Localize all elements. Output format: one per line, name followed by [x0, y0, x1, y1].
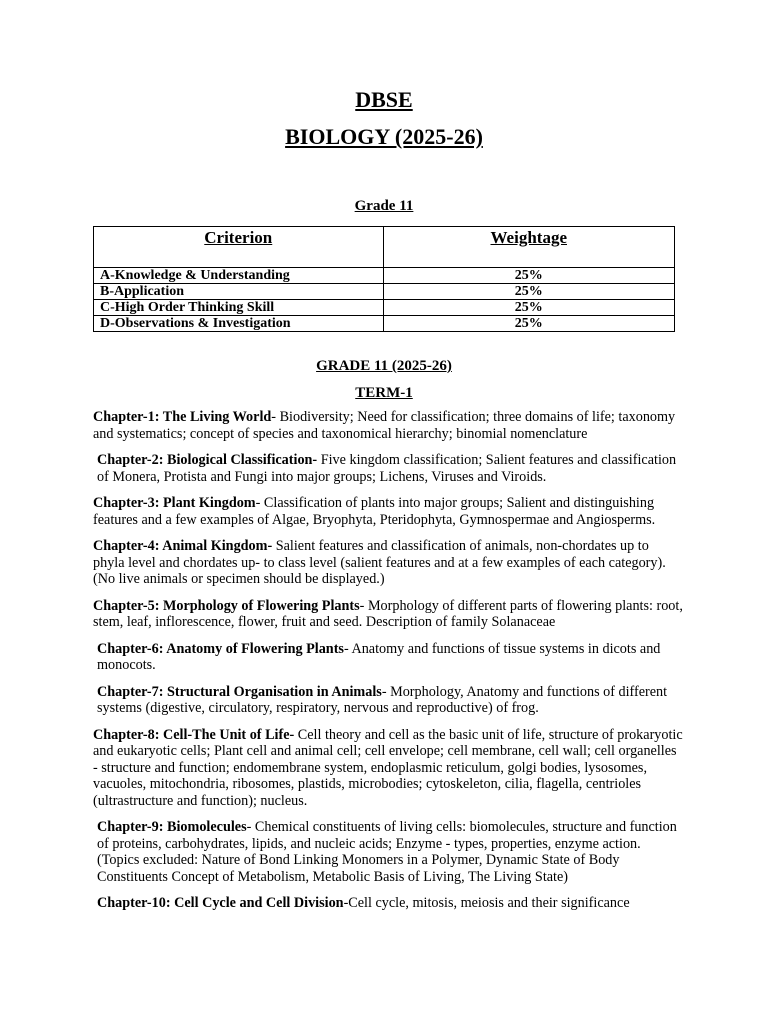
chapter-item [93, 727, 683, 810]
chapter-item [93, 895, 683, 912]
chapter-description: Biodiversity; Need for classification; three domains of life; taxonomy and systematics; concept of species and taxonomical hierarchy; binomial nomenclature [93, 409, 676, 442]
criterion-cell: A-Knowledge & Understanding [94, 268, 384, 284]
table-header-row [94, 227, 675, 268]
chapter-item [93, 495, 683, 528]
weightage-table [93, 226, 675, 332]
chapter-item [93, 819, 683, 885]
chapter-name: Chapter-2: Biological Classification- [97, 452, 318, 468]
chapter-name: Chapter-9: Biomolecules [97, 819, 247, 835]
chapter-separator: - [359, 597, 368, 614]
chapter-description: Morphology of different parts of flowering plants: root, stem, leaf, inflorescence, flower, fruit and seed. Description of family Solanaceae [93, 597, 683, 630]
chapter-item [93, 538, 683, 588]
chapter-separator: - [255, 495, 264, 511]
chapter-list [93, 409, 683, 922]
chapter-name: Chapter-5: Morphology of Flowering Plants [93, 597, 360, 614]
chapter-name: Chapter-3: Plant Kingdom [93, 495, 256, 511]
weightage-header: Weightage [383, 227, 674, 268]
table-row [94, 284, 675, 300]
chapter-name: Chapter-7: Structural Organisation in Animals [97, 683, 382, 700]
chapter-name: Chapter-8: Cell-The Unit of Life- [93, 726, 295, 743]
weight-cell: 25% [383, 268, 674, 284]
criterion-cell: B-Application [94, 284, 384, 300]
chapter-description: Classification of plants into major groups; Salient and distinguishing features and a few examples of Algae, Bryophyta, Pteridophyta, Gymnospermae and Angiosperms. [93, 495, 656, 528]
chapter-separator: - [343, 895, 349, 911]
criterion-cell: C-High Order Thinking Skill [94, 300, 384, 316]
subject-title: BIOLOGY (2025-26) [285, 124, 483, 149]
term-heading: TERM-1 [355, 385, 413, 401]
chapter-separator: - [271, 409, 280, 425]
grade-label: Grade 11 [354, 198, 414, 214]
chapter-name: Chapter-6: Anatomy of Flowering Plants [97, 640, 344, 657]
chapter-item [93, 598, 683, 631]
criterion-cell: D-Observations & Investigation [94, 316, 384, 332]
chapter-item [93, 409, 683, 442]
criterion-header: Criterion [94, 227, 384, 268]
chapter-description: Morphology, Anatomy and functions of different systems (digestive, circulatory, respiratory, nervous and reproductive) of frog. [97, 683, 668, 716]
chapter-description: Salient features and classification of animals, non-chordates up to phyla level and chordates up- to class level (salient features and at a few examples of each category). (No live animals or specimen should be displayed.) [93, 538, 666, 587]
weight-cell: 25% [383, 316, 674, 332]
chapter-description: Anatomy and functions of tissue systems in dicots and monocots. [97, 640, 661, 673]
chapter-description: Chemical constituents of living cells: biomolecules, structure and function of proteins, carbohydrates, lipids, and nucleic acids; Enzyme - types, properties, enzyme action. (Topics excluded: Nature of Bond Linking Monomers in a Polymer, Dynamic State of Body Constituents Concept of Metabolism, Metabolic Basis of Living, The Living State) [97, 819, 677, 885]
weight-cell: 25% [383, 300, 674, 316]
chapter-separator: - [246, 819, 255, 835]
chapter-name: Chapter-1: The Living World [93, 409, 272, 425]
chapter-description: Five kingdom classification; Salient features and classification of Monera, Protista and Fungi into major groups; Lichens, Viruses and Viroids. [97, 452, 677, 485]
chapter-item [93, 684, 683, 717]
chapter-name: Chapter-4: Animal Kingdom- [93, 538, 273, 554]
chapter-item [93, 641, 683, 674]
chapter-item [93, 452, 683, 485]
table-row [94, 268, 675, 284]
chapter-description: Cell cycle, mitosis, meiosis and their significance [348, 895, 630, 911]
chapter-separator: - [343, 640, 352, 657]
chapter-description: Cell theory and cell as the basic unit of life, structure of prokaryotic and eukaryotic cells; Plant cell and animal cell; cell envelope; cell membrane, cell wall; cell organelles - structure and function; endomembrane system, endoplasmic reticulum, golgi bodies, lysosomes, vacuoles, mitochondria, ribosomes, plastids, microbodies; cytoskeleton, cilia, flagella, centrioles (ultrastructure and function); nucleus. [93, 726, 683, 809]
board-title: DBSE [355, 87, 413, 112]
table-row [94, 300, 675, 316]
weight-cell: 25% [383, 284, 674, 300]
table-row [94, 316, 675, 332]
grade-heading: GRADE 11 (2025-26) [316, 358, 452, 374]
chapter-separator: - [381, 683, 391, 700]
chapter-name: Chapter-10: Cell Cycle and Cell Division [97, 895, 344, 911]
